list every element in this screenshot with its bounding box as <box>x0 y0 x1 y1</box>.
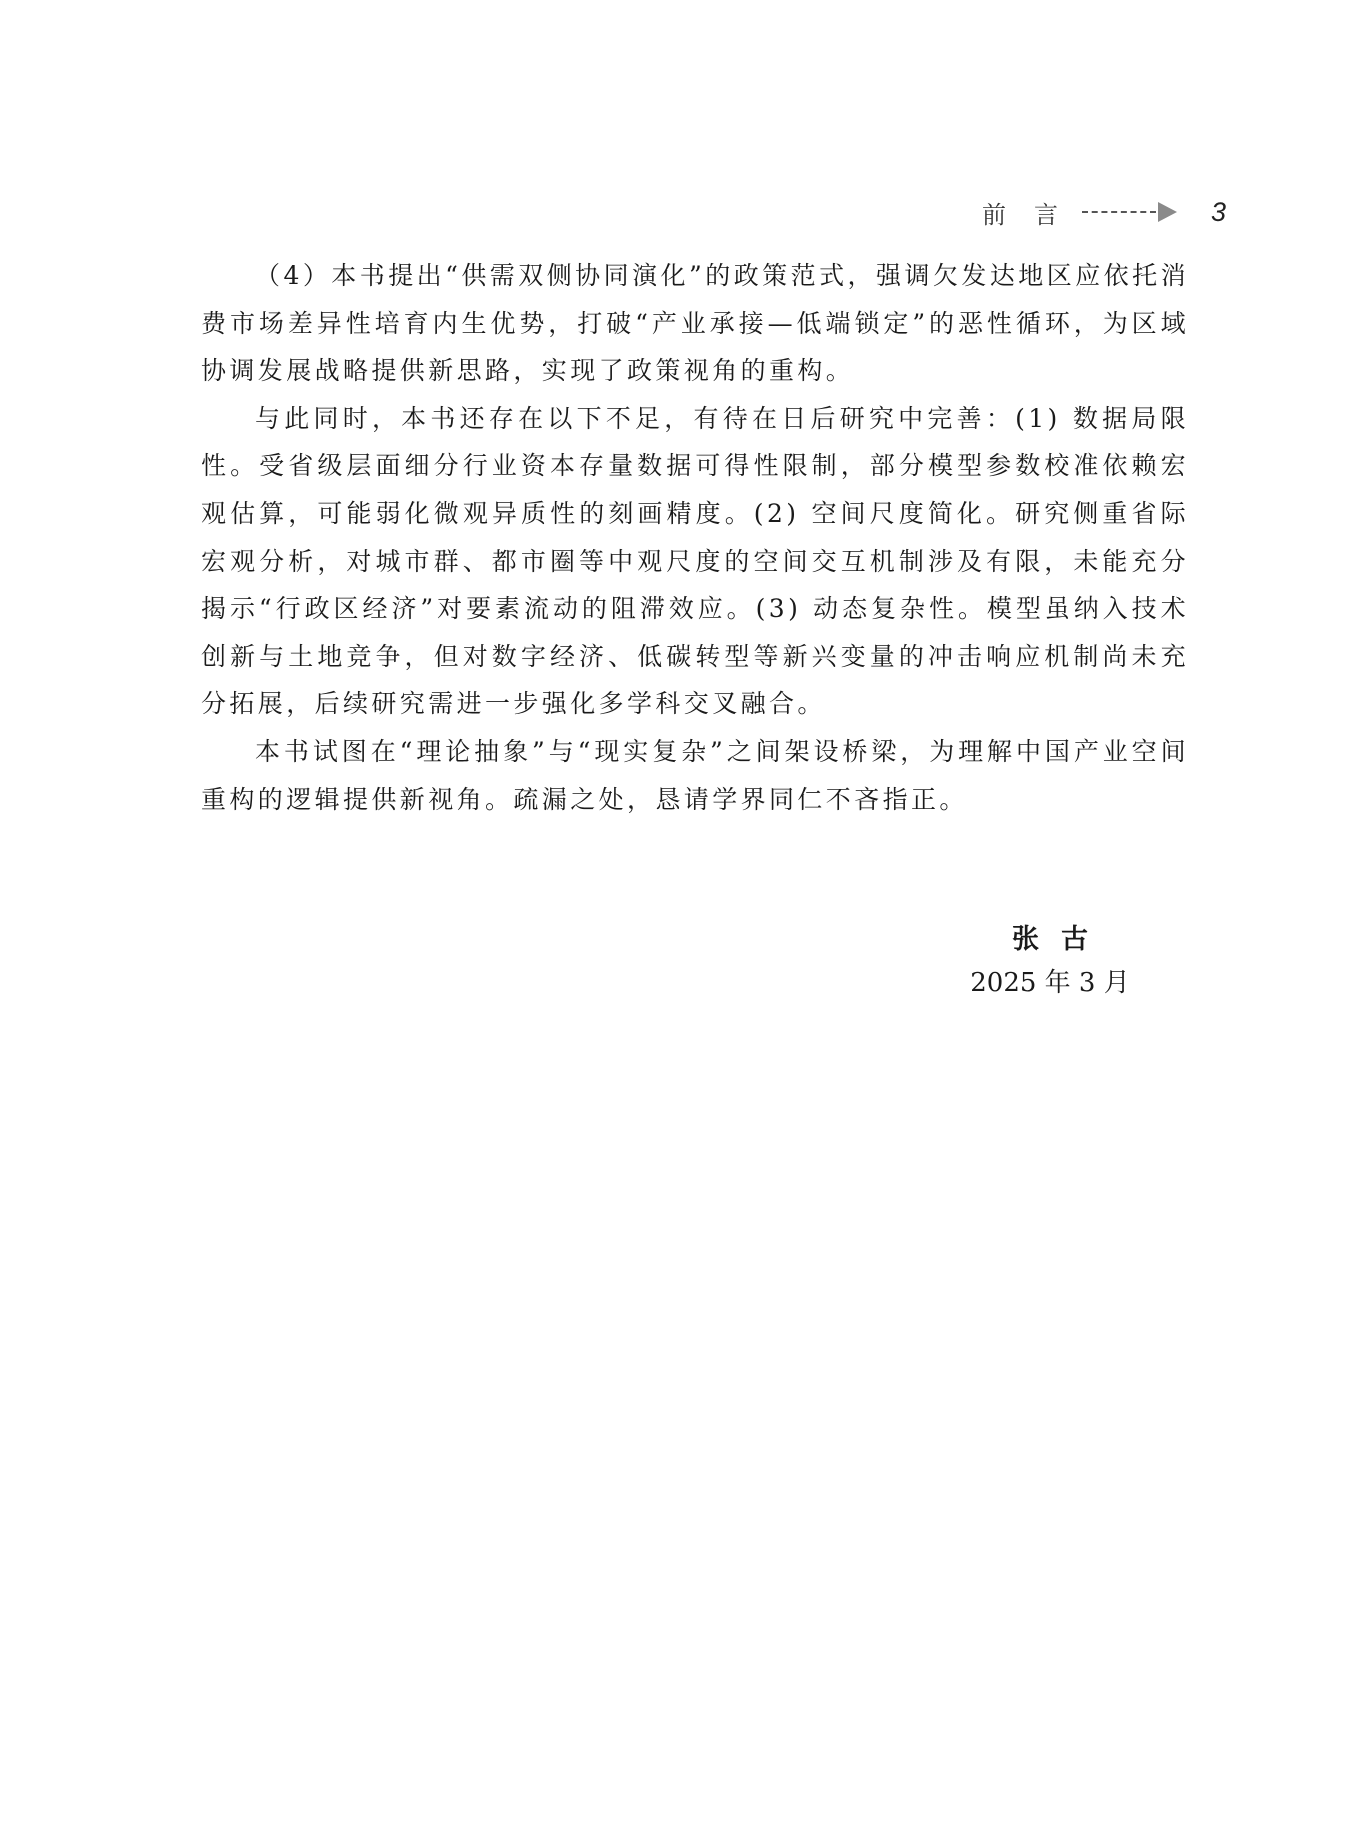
author-name: 张古 <box>1012 924 1110 955</box>
signature-block <box>920 920 1180 1002</box>
triangle-arrow-icon <box>1158 202 1177 222</box>
running-header <box>982 192 1226 232</box>
paragraph-closing: 本书试图在“理论抽象”与“现实复杂”之间架设桥梁，为理解中国产业空间重构的逻辑提供新视角。疏漏之处，恳请学界同仁不吝指正。 <box>201 736 1189 814</box>
page-number: 3 <box>1210 196 1226 227</box>
signature-date: 2025 年 3 月 <box>970 968 1130 998</box>
section-title: 前言 <box>981 200 1086 229</box>
header-dash-line <box>1082 211 1156 213</box>
body-text <box>201 252 1189 823</box>
paragraph-policy-paradigm: （4）本书提出“供需双侧协同演化”的政策范式，强调欠发达地区应依托消费市场差异性培育内生优势，打破“产业承接—低端锁定”的恶性循环，为区域协调发展战略提供新思路，实现了政策视角的重构。 <box>201 261 1189 386</box>
paragraph-limitations: 与此同时，本书还存在以下不足，有待在日后研究中完善：(1) 数据局限性。受省级层面细分行业资本存量数据可得性限制，部分模型参数校准依赖宏观估算，可能弱化微观异质性的刻画精度。(2) 空间尺度简化。研究侧重省际宏观分析，对城市群、都市圈等中观尺度的空间交互机制涉及有限，未能充分揭示“行政区经济”对要素流动的阻滞效应。(3) 动态复杂性。模型虽纳入技术创新与土地竞争，但对数字经济、低碳转型等新兴变量的冲击响应机制尚未充分拓展，后续研究需进一步强化多学科交叉融合。 <box>201 403 1189 719</box>
